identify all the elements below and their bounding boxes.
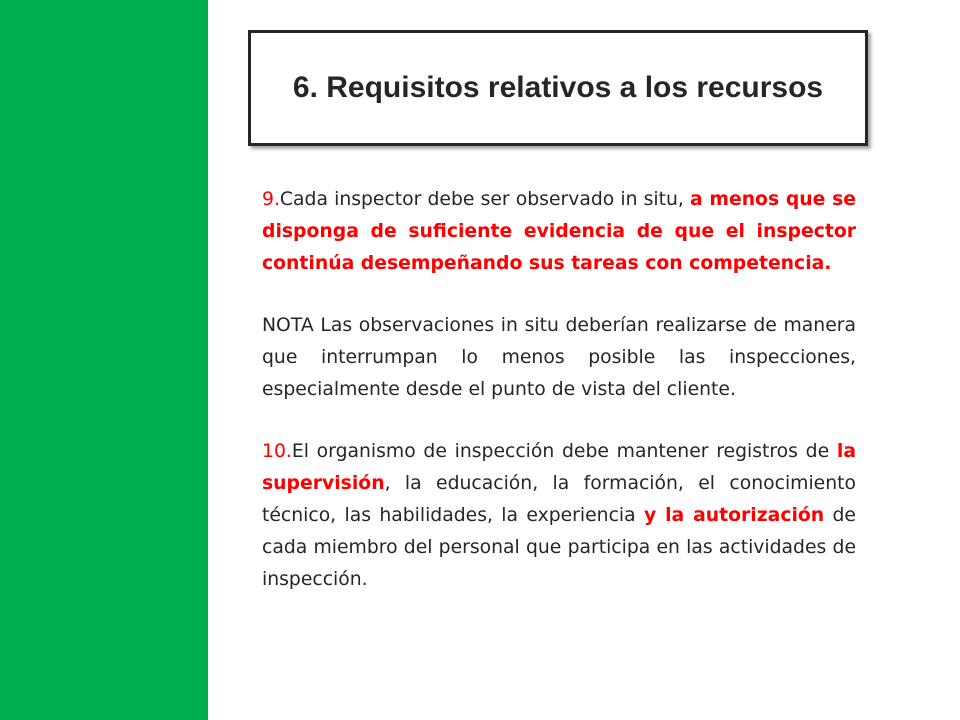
paragraph-10-number: 10. (262, 441, 292, 462)
nota-text: NOTA Las observaciones in situ deberían realizarse de manera que interrumpan lo menos posible las inspecciones, especialmente desde el punto de vista del cliente. (262, 315, 856, 400)
paragraph-10-highlight-authorization: y la autorización (643, 505, 825, 526)
green-sidebar (0, 0, 208, 720)
paragraph-9-text: Cada inspector debe ser observado in situ, (279, 189, 691, 210)
slide-body (262, 184, 856, 626)
paragraph-10 (262, 436, 856, 596)
paragraph-9 (262, 184, 856, 280)
paragraph-9-highlight: a menos que se disponga de suficiente evidencia de que el inspector continúa desempeñando sus tareas con competencia. (262, 189, 856, 274)
paragraph-10-text-3: de cada miembro del personal que participa en las actividades de inspección. (262, 505, 856, 590)
paragraph-10-highlight-supervision: la supervisión (262, 441, 856, 494)
paragraph-10-text-2: , la educación, la formación, el conocimiento técnico, las habilidades, la experiencia (262, 473, 856, 526)
paragraph-10-text-1: El organismo de inspección debe mantener registros de (291, 441, 837, 462)
nota-paragraph (262, 310, 856, 406)
paragraph-9-number: 9. (262, 189, 280, 210)
slide-title: 6. Requisitos relativos a los recursos (292, 71, 824, 104)
title-box (248, 30, 868, 146)
